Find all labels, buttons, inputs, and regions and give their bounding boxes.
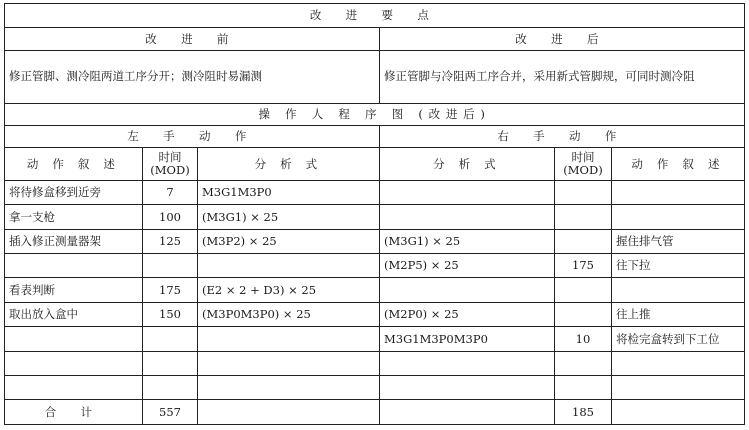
right-time-cell bbox=[555, 302, 612, 326]
right-time-cell bbox=[555, 278, 612, 302]
left-desc-cell: 将待修盒移到近旁 bbox=[5, 180, 143, 204]
right-desc-cell: 将检完盒转到下工位 bbox=[612, 327, 745, 351]
right-formula-cell: (M2P5) × 25 bbox=[380, 254, 555, 278]
right-time-cell: 10 bbox=[555, 327, 612, 351]
left-action-desc-header: 动 作 叙 述 bbox=[5, 148, 143, 181]
total-label: 合 计 bbox=[5, 400, 143, 425]
before-after-heading-row bbox=[5, 28, 745, 50]
right-hand-label: 右 手 动 作 bbox=[380, 125, 745, 147]
table-row bbox=[5, 180, 745, 204]
left-formula-cell: (M3P2) × 25 bbox=[198, 229, 380, 253]
left-time-cell bbox=[143, 351, 198, 375]
right-desc-cell bbox=[612, 205, 745, 229]
right-time-header-line1: 时间 bbox=[571, 150, 595, 165]
right-formula-cell bbox=[380, 376, 555, 400]
right-time-cell bbox=[555, 351, 612, 375]
left-time-cell: 125 bbox=[143, 229, 198, 253]
right-action-desc-header: 动 作 叙 述 bbox=[612, 148, 745, 181]
left-desc-cell bbox=[5, 327, 143, 351]
total-left-time: 557 bbox=[143, 400, 198, 425]
table-row bbox=[5, 229, 745, 253]
right-time-cell bbox=[555, 205, 612, 229]
table-row bbox=[5, 351, 745, 375]
right-time-cell: 175 bbox=[555, 254, 612, 278]
right-time-cell bbox=[555, 229, 612, 253]
left-time-cell: 175 bbox=[143, 278, 198, 302]
left-desc-cell: 插入修正测量器架 bbox=[5, 229, 143, 253]
total-row bbox=[5, 400, 745, 425]
right-formula-cell: M3G1M3P0M3P0 bbox=[380, 327, 555, 351]
right-desc-cell bbox=[612, 180, 745, 204]
total-right-time: 185 bbox=[555, 400, 612, 425]
hand-label-row bbox=[5, 125, 745, 147]
right-time-header-line2: (MOD) bbox=[563, 163, 603, 178]
improvement-table bbox=[4, 3, 745, 425]
column-header-row bbox=[5, 148, 745, 181]
chart-title-row bbox=[5, 103, 745, 125]
table-row bbox=[5, 302, 745, 326]
right-desc-cell bbox=[612, 351, 745, 375]
before-text: 修正管脚、测冷阻两道工序分开；测冷阻时易漏测 bbox=[5, 50, 380, 103]
table-row bbox=[5, 205, 745, 229]
right-desc-cell bbox=[612, 376, 745, 400]
left-formula-cell: (M3G1) × 25 bbox=[198, 205, 380, 229]
left-desc-cell bbox=[5, 376, 143, 400]
table-row bbox=[5, 278, 745, 302]
right-desc-cell: 往上推 bbox=[612, 302, 745, 326]
left-desc-cell: 拿一支枪 bbox=[5, 205, 143, 229]
right-formula-cell: (M3G1) × 25 bbox=[380, 229, 555, 253]
left-desc-cell bbox=[5, 254, 143, 278]
table-row bbox=[5, 327, 745, 351]
left-desc-cell: 看表判断 bbox=[5, 278, 143, 302]
right-formula-cell bbox=[380, 205, 555, 229]
right-formula-cell bbox=[380, 278, 555, 302]
after-text: 修正管脚与冷阻两工序合并，采用新式管脚规，可同时测冷阻 bbox=[380, 50, 745, 103]
left-formula-cell: (M3P0M3P0) × 25 bbox=[198, 302, 380, 326]
left-formula-cell bbox=[198, 351, 380, 375]
left-time-cell bbox=[143, 254, 198, 278]
right-desc-cell bbox=[612, 278, 745, 302]
table-row bbox=[5, 376, 745, 400]
right-analysis-header: 分 析 式 bbox=[380, 148, 555, 181]
right-formula-cell bbox=[380, 180, 555, 204]
right-time-header bbox=[555, 148, 612, 181]
right-time-cell bbox=[555, 376, 612, 400]
left-time-cell: 150 bbox=[143, 302, 198, 326]
left-formula-cell bbox=[198, 327, 380, 351]
before-after-text-row bbox=[5, 50, 745, 103]
left-desc-cell bbox=[5, 351, 143, 375]
title-row bbox=[5, 4, 745, 28]
table-row bbox=[5, 254, 745, 278]
left-time-header bbox=[143, 148, 198, 181]
left-formula-cell bbox=[198, 254, 380, 278]
right-desc-cell: 握住排气管 bbox=[612, 229, 745, 253]
table-title: 改 进 要 点 bbox=[5, 4, 745, 28]
right-time-cell bbox=[555, 180, 612, 204]
left-time-cell bbox=[143, 327, 198, 351]
total-left-formula-empty bbox=[198, 400, 380, 425]
left-desc-cell: 取出放入盒中 bbox=[5, 302, 143, 326]
left-formula-cell: (E2 × 2 + D3) × 25 bbox=[198, 278, 380, 302]
right-formula-cell bbox=[380, 351, 555, 375]
left-time-cell: 7 bbox=[143, 180, 198, 204]
left-time-header-line1: 时间 bbox=[158, 150, 182, 165]
right-desc-cell: 往下拉 bbox=[612, 254, 745, 278]
after-heading: 改 进 后 bbox=[380, 28, 745, 50]
left-formula-cell bbox=[198, 376, 380, 400]
left-hand-label: 左 手 动 作 bbox=[5, 125, 380, 147]
left-time-cell: 100 bbox=[143, 205, 198, 229]
total-right-formula-empty bbox=[380, 400, 555, 425]
left-formula-cell: M3G1M3P0 bbox=[198, 180, 380, 204]
left-time-cell bbox=[143, 376, 198, 400]
left-time-header-line2: (MOD) bbox=[150, 163, 190, 178]
total-right-desc-empty bbox=[612, 400, 745, 425]
before-heading: 改 进 前 bbox=[5, 28, 380, 50]
right-formula-cell: (M2P0) × 25 bbox=[380, 302, 555, 326]
left-analysis-header: 分 析 式 bbox=[198, 148, 380, 181]
chart-title: 操 作 人 程 序 图 (改进后) bbox=[5, 103, 745, 125]
